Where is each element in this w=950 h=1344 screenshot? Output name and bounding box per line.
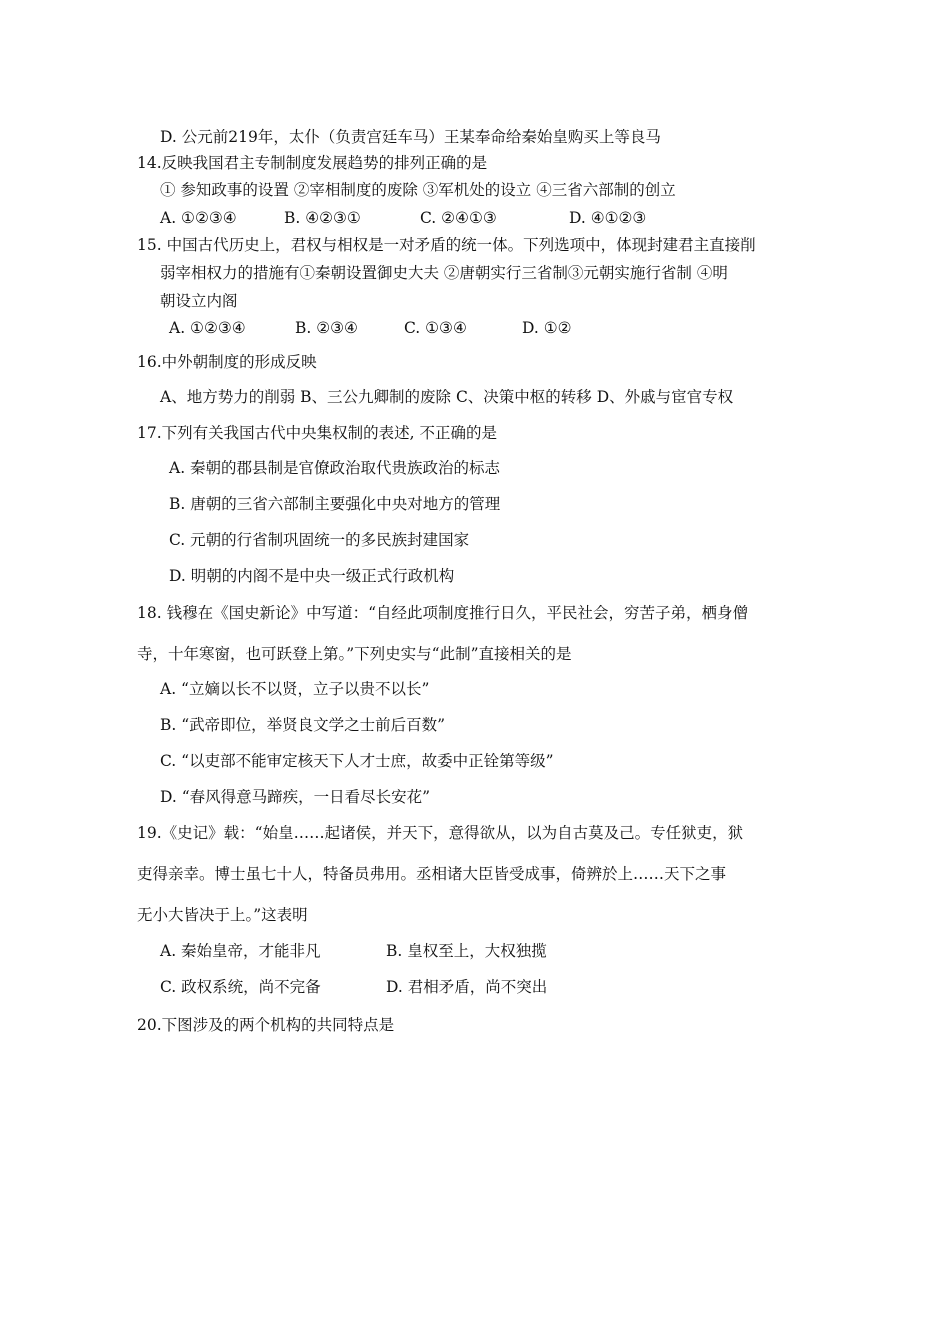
q17-stem: 17.下列有关我国古代中央集权制的表述, 不正确的是	[137, 424, 498, 442]
q19-stem-line1: 19.《史记》载：“始皇……起诸侯，并天下，意得欲从，以为自古莫及己。专任狱吏，狱	[137, 824, 744, 842]
q14-option-c: C. ②④①③	[420, 209, 497, 227]
q18-option-d: D. “春风得意马蹄疾，一日看尽长安花”	[160, 788, 431, 806]
q17-option-d: D. 明朝的内阁不是中央一级正式行政机构	[169, 567, 455, 585]
q18-stem-line1: 18. 钱穆在《国史新论》中写道：“自经此项制度推行日久，平民社会，穷苦子弟，栖身僧	[137, 604, 749, 622]
q19-stem-line3: 无小大皆决于上。”这表明	[137, 906, 308, 924]
q14-option-b: B. ④②③①	[284, 209, 361, 227]
q15-option-a: A. ①②③④	[169, 319, 246, 337]
q13-option-d: D. 公元前219年，太仆（负责宫廷车马）王某奉命给秦始皇购买上等良马	[160, 128, 661, 146]
q14-option-a: A. ①②③④	[160, 209, 237, 227]
q19-option-d: D. 君相矛盾，尚不突出	[386, 978, 548, 996]
q15-stem-line3: 朝设立内阁	[160, 292, 238, 310]
q18-stem-line2: 寺，十年寒窗，也可跃登上第。”下列史实与“此制”直接相关的是	[137, 645, 572, 663]
q16-stem: 16.中外朝制度的形成反映	[137, 353, 317, 371]
q15-option-d: D. ①②	[522, 319, 572, 337]
q14-stem: 14.反映我国君主专制制度发展趋势的排列正确的是	[137, 154, 488, 172]
q20-stem: 20.下图涉及的两个机构的共同特点是	[137, 1016, 395, 1034]
q17-option-c: C. 元朝的行省制巩固统一的多民族封建国家	[169, 531, 470, 549]
q17-option-b: B. 唐朝的三省六部制主要强化中央对地方的管理	[169, 495, 501, 513]
q16-options: A、地方势力的削弱 B、三公九卿制的废除 C、决策中枢的转移 D、外戚与宦官专权	[160, 388, 734, 406]
q15-option-c: C. ①③④	[404, 319, 467, 337]
q17-option-a: A. 秦朝的郡县制是官僚政治取代贵族政治的标志	[169, 459, 501, 477]
q19-option-a: A. 秦始皇帝，才能非凡	[160, 942, 321, 960]
q18-option-c: C. “以吏部不能审定核天下人才士庶，故委中正铨第等级”	[160, 752, 554, 770]
q15-stem-line2: 弱宰相权力的措施有①秦朝设置御史大夫 ②唐朝实行三省制③元朝实施行省制 ④明	[160, 264, 728, 282]
q19-option-c: C. 政权系统，尚不完备	[160, 978, 321, 996]
q18-option-a: A. “立嫡以长不以贤，立子以贵不以长”	[160, 680, 430, 698]
q14-option-d: D. ④①②③	[569, 209, 647, 227]
q15-option-b: B. ②③④	[295, 319, 358, 337]
q15-stem-line1: 15. 中国古代历史上，君权与相权是一对矛盾的统一体。下列选项中，体现封建君主直接削	[137, 236, 756, 254]
q19-option-b: B. 皇权至上，大权独揽	[386, 942, 547, 960]
q14-items: ① 参知政事的设置 ②宰相制度的废除 ③军机处的设立 ④三省六部制的创立	[160, 181, 676, 199]
q19-stem-line2: 吏得亲幸。博士虽七十人，特备员弗用。丞相诸大臣皆受成事，倚辨於上……天下之事	[137, 865, 727, 883]
q18-option-b: B. “武帝即位，举贤良文学之士前后百数”	[160, 716, 446, 734]
